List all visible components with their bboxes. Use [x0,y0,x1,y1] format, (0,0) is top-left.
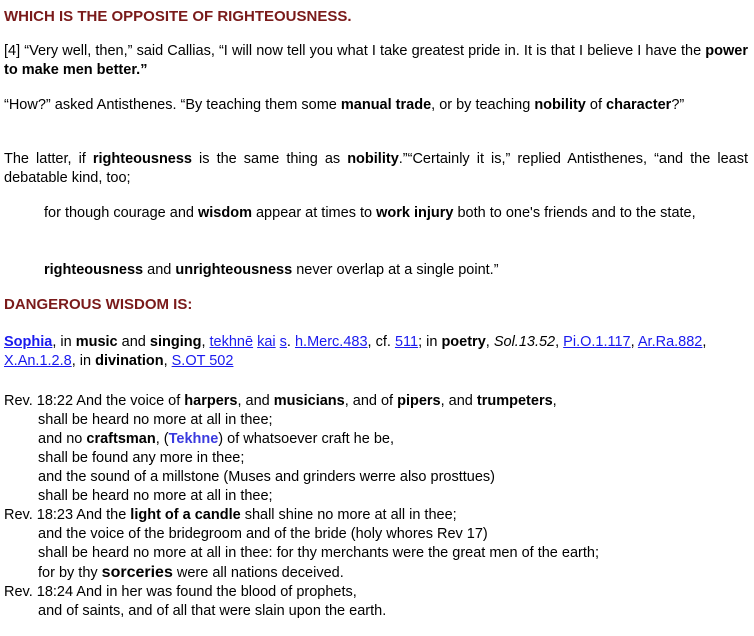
p3-text-3: .”“Certainly it is,” replied Antisthenes, “and the least debatable kind, too; [4,151,748,186]
sophia-paragraph [4,333,748,371]
rev-text: and no [38,431,87,447]
italic-sol: Sol.13.52 [493,334,556,350]
rev-text: Rev. 18:23 And the [4,507,131,523]
link-s-ot[interactable]: S.OT 502 [171,353,234,369]
q1-bold-wisdom: wisdom [197,205,252,221]
rev-line-6: shall be heard no more at all in thee; [38,488,273,504]
sophia-text-12: , [163,353,172,369]
sophia-text-3: , [201,334,210,350]
p1-bold-power: power to make men better. [4,43,748,78]
link-tekhne[interactable]: tekhnē [209,334,254,350]
rev-line-4: shall be found any more in thee; [38,450,245,466]
q2-text-1: and [143,262,176,278]
rev-line-9: shall be heard no more at all in thee: for thy merchants were the great men of the earth; [38,545,599,561]
heading-opposite-of-righteousness [4,8,748,25]
p2-bold-manual-trade: manual trade [340,97,432,113]
q2-bold-righteousness: righteousness [44,262,144,278]
link-511[interactable]: 511 [394,334,419,350]
p2-text-4: ?” [671,97,685,113]
rev-line-2: shall be heard no more at all in thee; [38,412,273,428]
paragraph-callias [4,42,748,80]
p2-text-2: , or by teaching [431,97,535,113]
q1-bold-work-injury: work injury [376,205,454,221]
bold-trumpeters: trumpeters [476,393,553,409]
sophia-text-5: , cf. [367,334,395,350]
link-ar-ra[interactable]: Ar.Ra.882 [637,334,703,350]
bold-singing: singing [149,334,202,350]
rev-line-8: and the voice of the bridegroom and of the bride (holy whores Rev 17) [38,526,488,542]
sophia-text-2: and [117,334,150,350]
bold-light-of-a-candle: light of a candle [130,507,241,523]
rev-line-3 [4,430,748,449]
heading2-text: DANGEROUS WISDOM IS: [4,296,193,313]
bold-craftsman: craftsman [86,431,156,447]
rev-text: shall shine no more at all in thee; [240,507,457,523]
sophia-text-8: , [555,334,564,350]
rev-text: , ( [155,431,169,447]
bold-pipers: pipers [397,393,441,409]
heading-dangerous-wisdom [4,296,748,313]
paragraph-latter [4,150,748,188]
p2-bold-nobility: nobility [534,97,586,113]
paragraph-antisthenes [4,96,748,115]
sophia-text-4: . [286,334,295,350]
q1-text-1: for though courage and [44,205,198,221]
p3-text-1: The latter, if [4,151,93,167]
sophia-text-7: , [485,334,494,350]
bold-poetry: poetry [441,334,486,350]
rev-text: , [552,393,557,409]
tekhne-highlight: Tekhne [168,431,219,447]
rev-line-7 [4,506,748,525]
bold-harpers: harpers [184,393,238,409]
q1-text-3: both to one's friends and to the state, [453,205,696,221]
link-sophia[interactable]: Sophia [4,334,53,350]
link-x-an[interactable]: X.An.1.2.8 [4,353,72,369]
revelation-passage [4,392,748,621]
p1-text: [4] “Very well, then,” said Callias, “I will now tell you what I take greatest pride in. It is that I believe I have the [4,43,706,59]
rev-text: , and [237,393,274,409]
p2-text-3: of [585,97,607,113]
rev-line-10 [4,563,748,583]
link-s[interactable]: s [279,334,287,350]
rev-text: , and of [344,393,398,409]
sophia-text-11: , in [71,353,96,369]
rev-line-11: Rev. 18:24 And in her was found the blood of prophets, [4,584,357,600]
heading-text: WHICH IS THE OPPOSITE OF RIGHTEOUSNESS. [4,8,352,25]
rev-text: Rev. 18:22 And the voice of [4,393,185,409]
q2-text-2: never overlap at a single point.” [292,262,499,278]
p3-bold-righteousness: righteousness [92,151,192,167]
rev-line-1 [4,392,748,411]
p2-bold-character: character [606,97,672,113]
rev-text: for by thy [38,565,102,581]
sophia-text-9: , [630,334,638,350]
rev-text: ) of whatsoever craft he be, [218,431,394,447]
sophia-text-1: , in [52,334,76,350]
bold-sorceries: sorceries [101,564,173,581]
p3-text-2: is the same thing as [192,151,348,167]
link-h-merc-483[interactable]: h.Merc.483 [294,334,368,350]
bold-divination: divination [95,353,164,369]
link-kai[interactable]: kai [257,334,276,350]
sophia-text-6: ; in [418,334,442,350]
p2-text-1: “How?” asked Antisthenes. “By teaching them some [4,97,341,113]
rev-text: , and [440,393,477,409]
sophia-text-10: , [702,334,707,350]
quote-block-righteousness [4,261,748,280]
p1-quote: ” [140,62,148,78]
link-pi-o[interactable]: Pi.O.1.117 [563,334,631,350]
q2-bold-unrighteousness: unrighteousness [175,262,293,278]
rev-text: were all nations deceived. [172,565,344,581]
rev-line-12: and of saints, and of all that were slain upon the earth. [38,603,387,619]
p3-bold-nobility: nobility [347,151,399,167]
bold-music: music [75,334,118,350]
quote-block-wisdom [4,204,708,223]
rev-line-5: and the sound of a millstone (Muses and grinders werre also prosttues) [38,469,495,485]
q1-text-2: appear at times to [251,205,377,221]
bold-musicians: musicians [273,393,345,409]
